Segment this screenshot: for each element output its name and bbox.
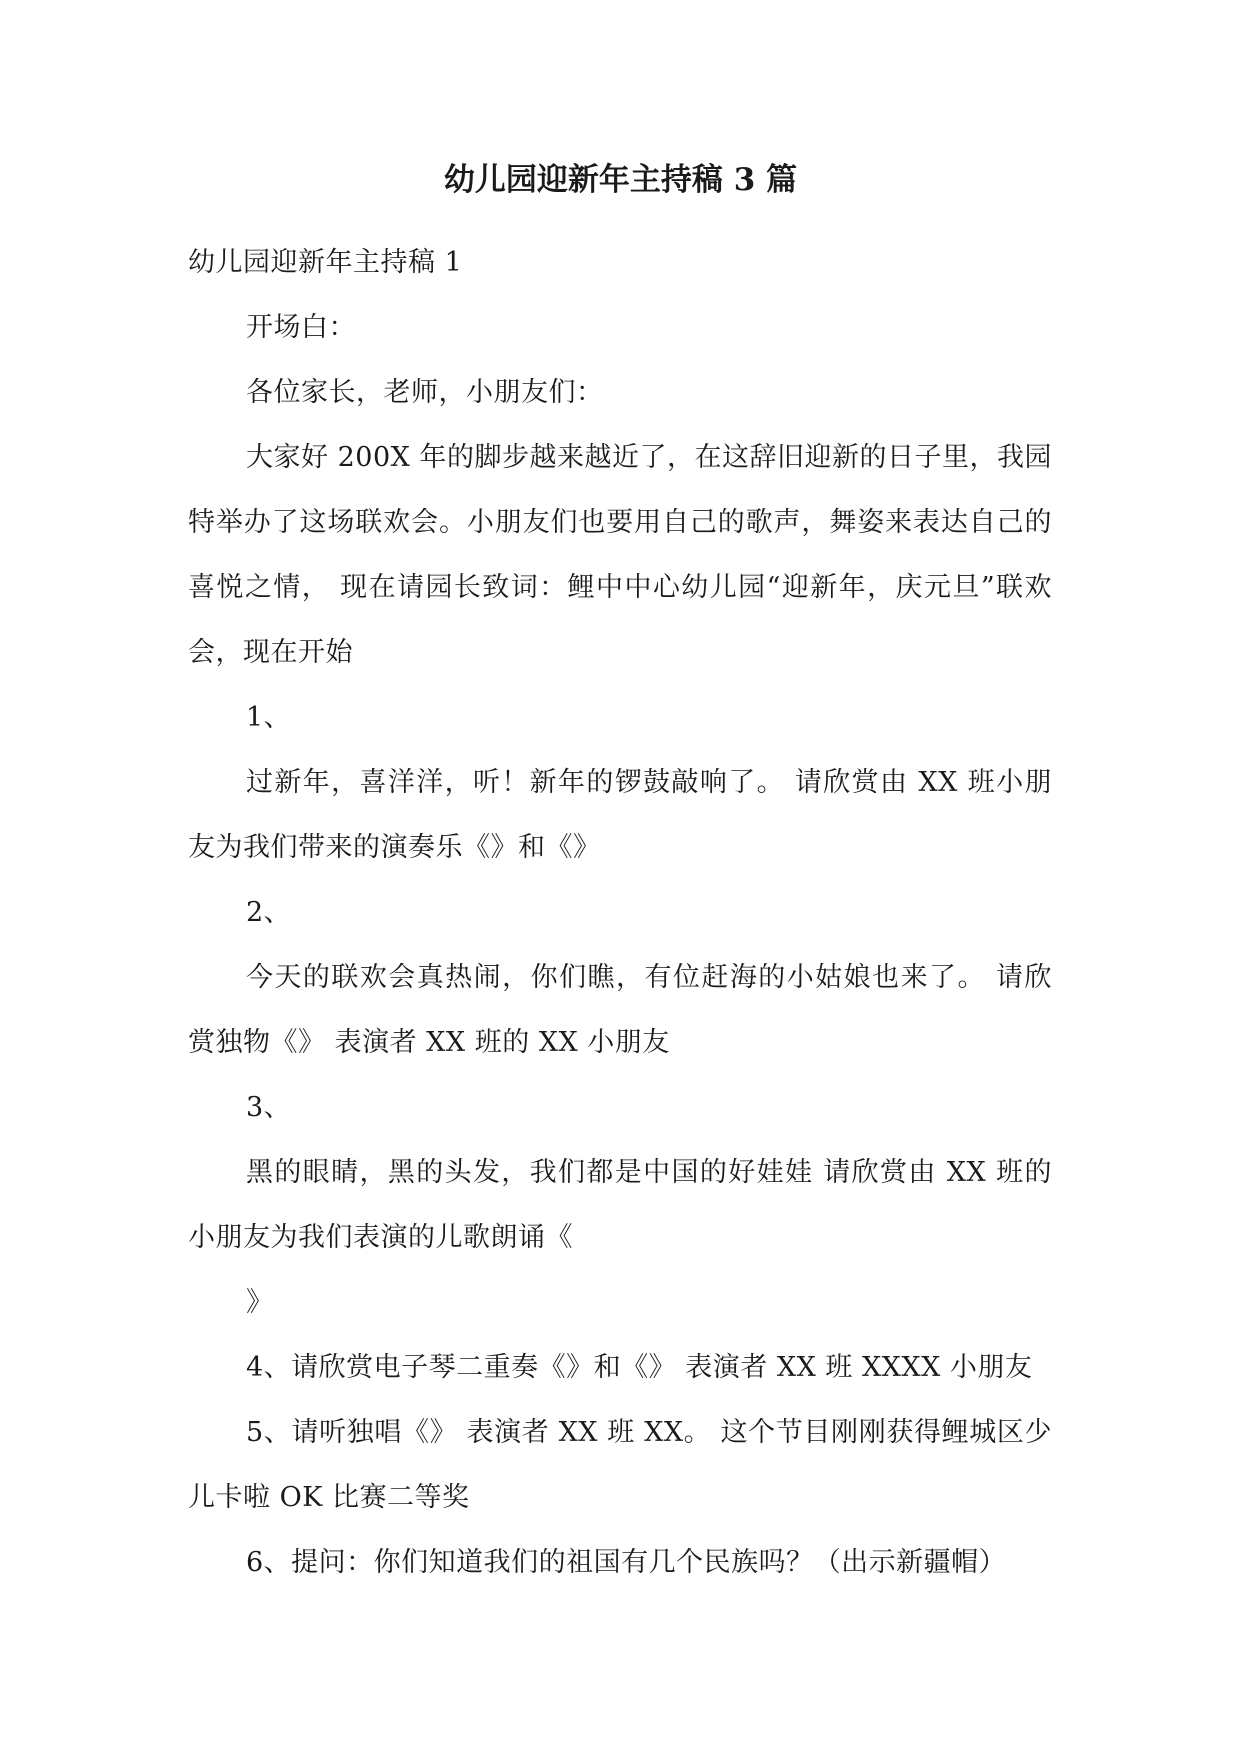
item-paragraph-2: 今天的联欢会真热闹，你们瞧，有位赶海的小姑娘也来了。 请欣赏独物《》 表演者 XX 班的 XX 小朋友 <box>188 962 1052 1058</box>
item-number-1: 1、 <box>246 702 292 733</box>
item-number-3: 3、 <box>246 1092 292 1123</box>
section-subtitle: 幼儿园迎新年主持稿 1 <box>188 247 463 278</box>
item-paragraph-1: 过新年，喜洋洋，听！新年的锣鼓敲响了。 请欣赏由 XX 班小朋友为我们带来的演奏乐《》和《》 <box>188 767 1052 863</box>
item-paragraph-3: 黑的眼睛，黑的头发，我们都是中国的好娃娃 请欣赏由 XX 班的小朋友为我们表演的儿歌朗诵《 <box>188 1157 1052 1253</box>
item-paragraph-5: 5、请听独唱《》 表演者 XX 班 XX。 这个节目刚刚获得鲤城区少儿卡啦 OK 比赛二等奖 <box>188 1417 1052 1513</box>
item-paragraph-6: 6、提问：你们知道我们的祖国有几个民族吗？（出示新疆帽） <box>246 1547 1007 1578</box>
document-body <box>188 230 1052 1595</box>
opening-label: 开场白： <box>246 312 356 343</box>
item-paragraph-3-close: 》 <box>246 1287 274 1318</box>
intro-paragraph: 大家好 200X 年的脚步越来越近了，在这辞旧迎新的日子里，我园特举办了这场联欢会。小朋友们也要用自己的歌声，舞姿来表达自己的喜悦之情， 现在请园长致词：鲤中中心幼儿园“迎新年，庆元旦”联欢会，现在开始 <box>188 442 1052 668</box>
document-title: 幼儿园迎新年主持稿 3 篇 <box>443 162 798 198</box>
item-paragraph-4: 4、请欣赏电子琴二重奏《》和《》 表演者 XX 班 XXXX 小朋友 <box>246 1352 1033 1383</box>
item-number-2: 2、 <box>246 897 292 928</box>
greeting-paragraph: 各位家长，老师，小朋友们： <box>246 377 604 408</box>
